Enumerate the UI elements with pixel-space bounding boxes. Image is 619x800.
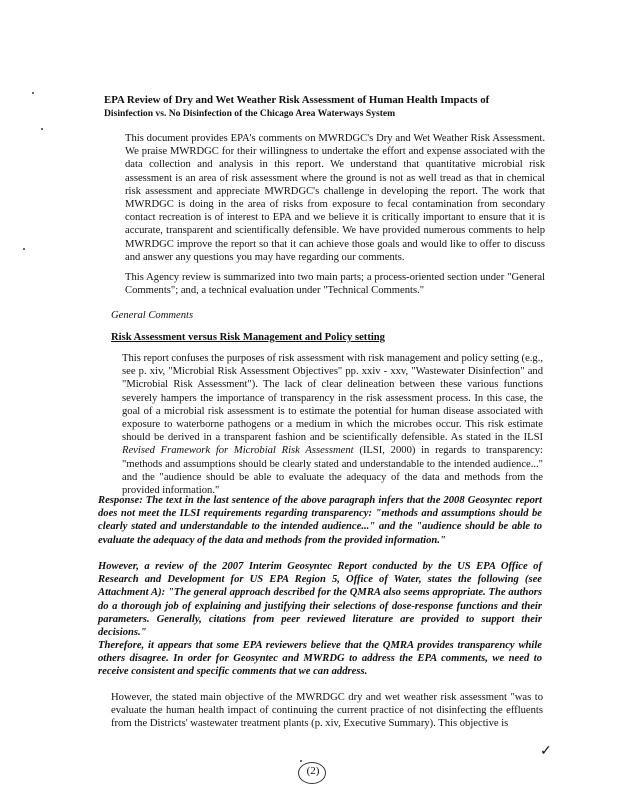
scan-speck [41,128,43,130]
risk-assessment-subheading: Risk Assessment versus Risk Management and Policy setting [111,332,385,343]
scan-speck [300,760,302,762]
intro-paragraph-2: This Agency review is summarized into two main parts; a process-oriented section under "General Comments"; and, a technical evaluation under "Technical Comments." [125,272,545,297]
scan-speck [23,248,25,250]
margin-check-mark: ✓ [540,744,552,759]
page-number [298,762,328,782]
response-paragraph-1: Response: The text in the last sentence of the above paragraph infers that the 2008 Geosyntec report does not meet the ILSI requirements regarding transparency: "methods and assumptions should be clearly stated and understandable to the intended audience..." and the "audience should be able to evaluate the adequacy of the data and methods from the provided information." [98,495,542,546]
intro-paragraph-1: This document provides EPA's comments on MWRDGC's Dry and Wet Weather Risk Assessment. We praise MWRDGC for their willingness to undertake the effort and expense associated with the data collection and analysis in this report. We understand that quantitative microbial risk assessment is an area of risk assessment where the ground is not as well tread as that in chemical risk assessment and appreciate MWRDGC's challenge in developing the report. The work that MWRDGC is doing in the area of risks from exposure to fecal contamination from secondary contact recreation is of interest to EPA and we believe it is critically important to ensure that it is accurate, transparent and scientifically defensible. We have provided numerous comments to help MWRDGC improve the report so that it can achieve those goals and would like to offer to discuss and answer any questions you may have regarding our comments. [125,133,545,263]
general-comments-heading: General Comments [111,310,194,321]
response-paragraph-2: However, a review of the 2007 Interim Geosyntec Report conducted by the US EPA Office of Research and Development for US EPA Region 5, Office of Water, states the following (see Attachment A): "The general approach described for the QMRA also seems appropriate. The authors do a thorough job of explaining and justifying their selections of dose-response functions and their parameters. Generally, citations from peer reviewed literature are provided to support their decisions." [98,561,542,639]
general-comments-paragraph [122,352,543,497]
response-paragraph-3: Therefore, it appears that some EPA reviewers believe that the QMRA provides transparency while others disagree. In order for Geosyntec and MWRDG to address the EPA comments, we need to receive consistent and specific comments that we can address. [98,640,542,678]
page-number-text: (2) [306,765,320,777]
paragraph-text-b: (ILSI, 2000) in regards to transparency: "methods and assumptions should be clearly stated and understandable to the intended audience..." and the "audience should be able to evaluate the adequacy of the data and methods from the provided information." [122,445,544,497]
title-line-2: Disinfection vs. No Disinfection of the Chicago Area Waterways System [104,108,396,119]
title-line-1: EPA Review of Dry and Wet Weather Risk Assessment of Human Health Impacts of [104,94,490,106]
document-title [104,94,544,120]
closing-paragraph: However, the stated main objective of the MWRDGC dry and wet weather risk assessment "was to evaluate the human health impact of continuing the current practice of not disinfecting the effluents from the Districts' wastewater treatment plants (p. xiv, Executive Summary). This objective is [111,692,543,730]
paragraph-text-a: This report confuses the purposes of risk assessment with risk management and policy setting (e.g., see p. xiv, "Microbial Risk Assessment Objectives" pp. xxiv - xxv, "Wastewater Disinfection" and "Microbial Risk Assessment"). The lack of clear delineation between these various functions severely hampers the importance of transparency in the risk assessment process. In this case, the goal of a microbial risk assessment is to estimate the potential for human disease associated with exposure to waterborne pathogens or a medium in which the microbes occur. This risk estimate should be derived in a transparent fashion and be scientifically defensible. As stated in the ILSI [122,353,544,444]
scan-speck [32,92,34,94]
ilsi-framework-title: Revised Framework for Microbial Risk Assessment [122,445,354,457]
